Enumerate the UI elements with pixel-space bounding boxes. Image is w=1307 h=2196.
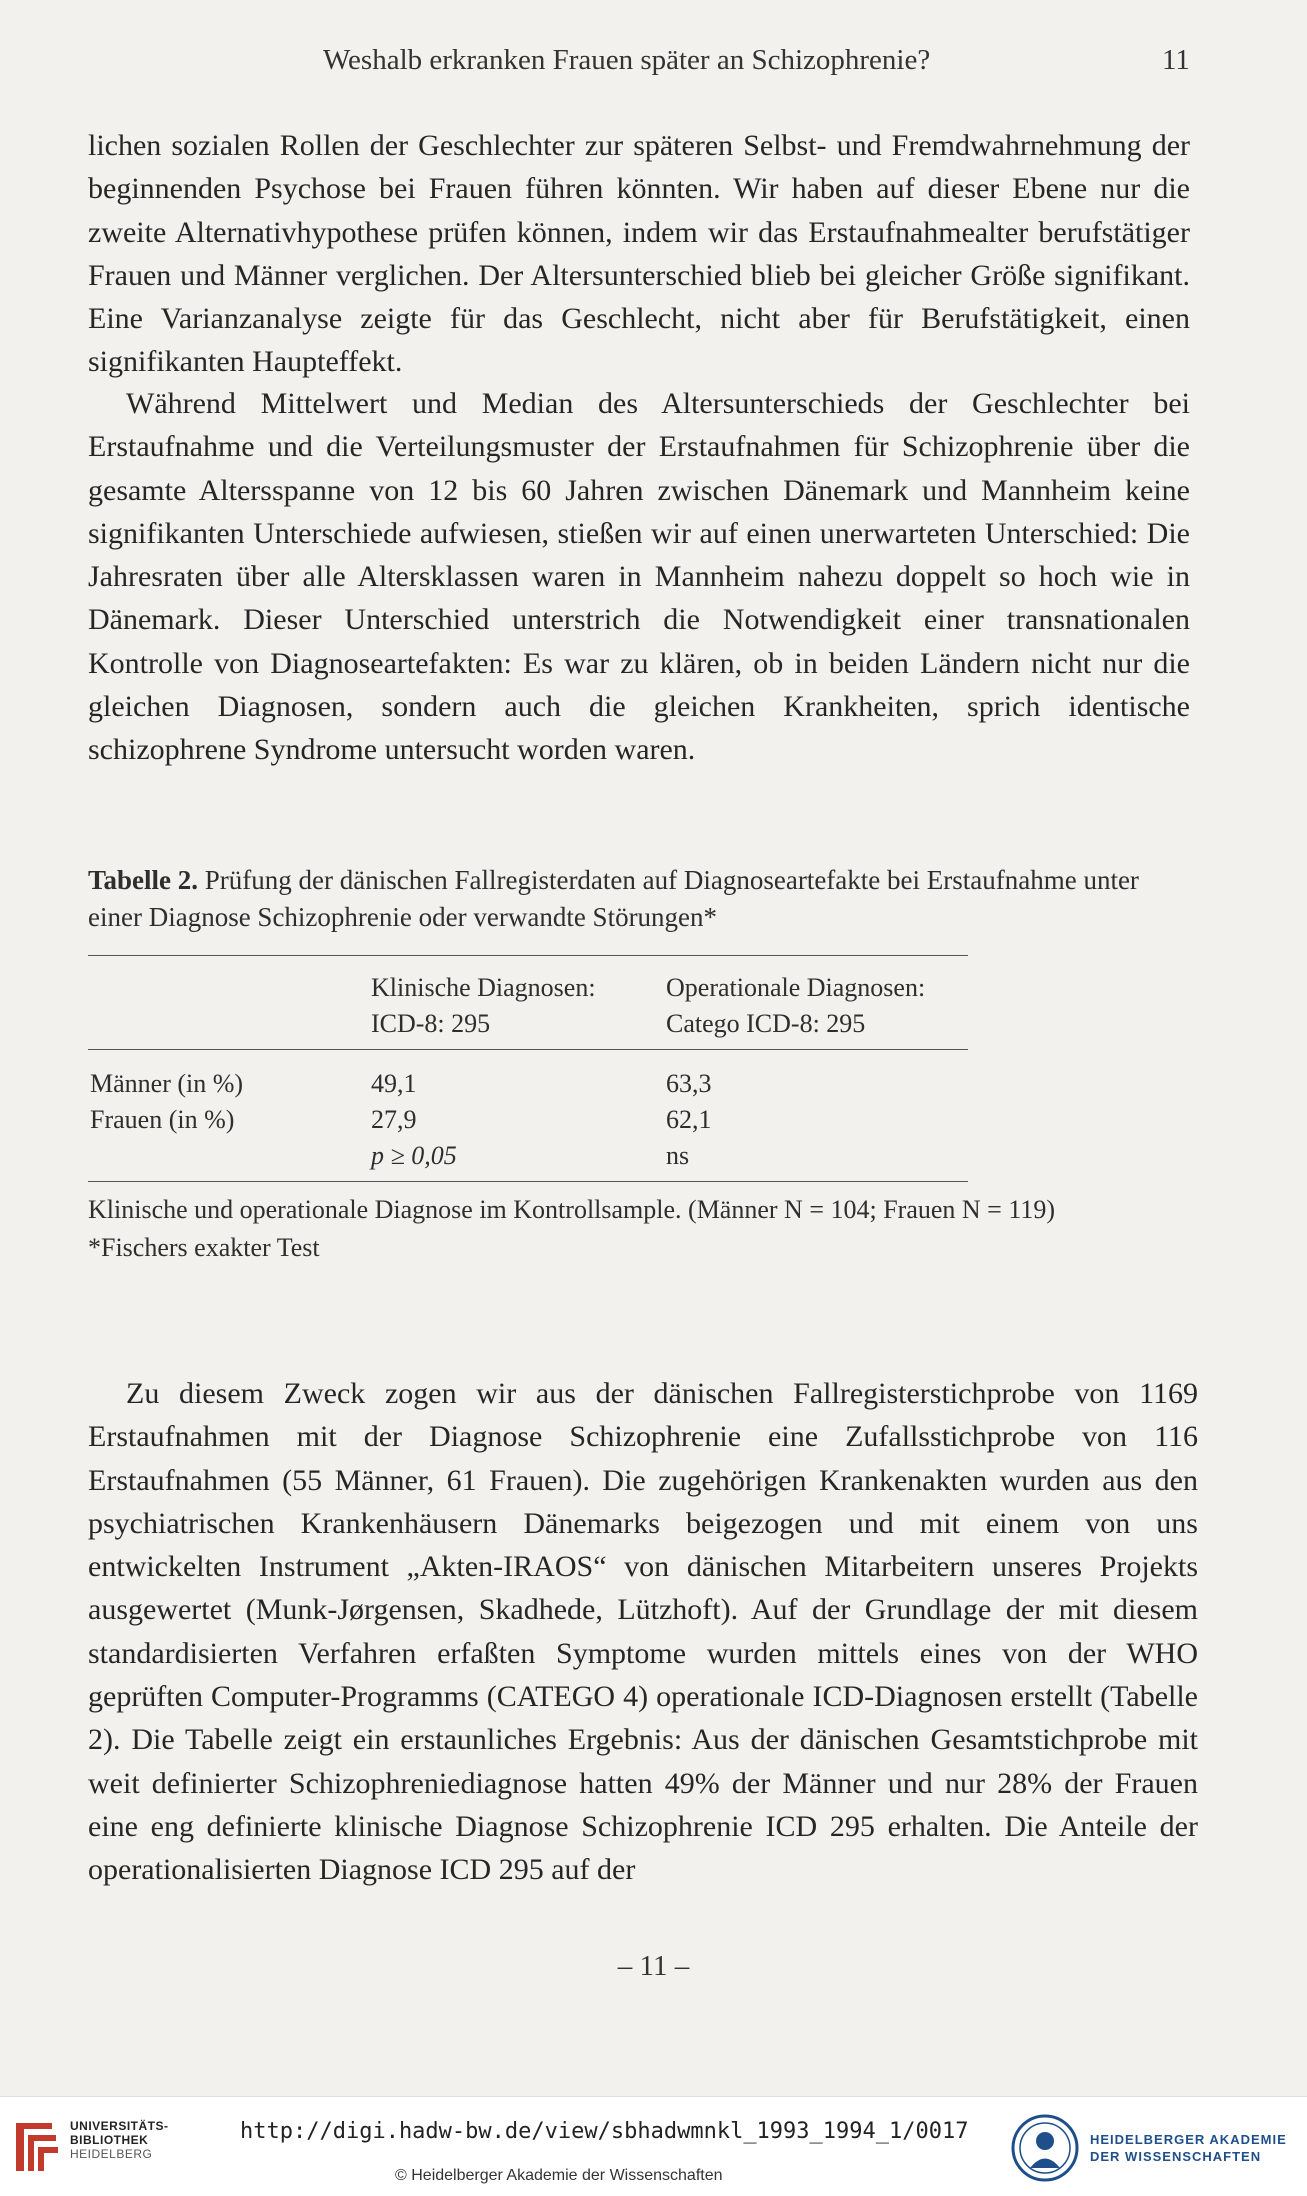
- table-caption: [88, 862, 1198, 936]
- library-line-1: UNIVERSITÄTS-: [70, 2119, 169, 2133]
- row-label-frauen: Frauen (in %): [90, 1105, 235, 1134]
- academy-line-1: HEIDELBERGER AKADEMIE: [1090, 2132, 1287, 2147]
- academy-name: [1090, 2131, 1287, 2165]
- academy-line-2: DER WISSENSCHAFTEN: [1090, 2149, 1262, 2164]
- cell-p-clinical: p ≥ 0,05: [371, 1141, 457, 1170]
- table-footnote: *Fischers exakter Test: [88, 1233, 320, 1262]
- table-caption-text: Prüfung der dänischen Fallregisterdaten auf Diagnoseartefakte bei Erstaufnahme unter einer Diagnose Schizophrenie oder verwandte Störungen*: [88, 865, 1139, 932]
- cell-frauen-clinical: 27,9: [371, 1105, 417, 1134]
- row-label-maenner: Männer (in %): [90, 1069, 244, 1098]
- paragraph-3: Zu diesem Zweck zogen wir aus der dänischen Fallregisterstichprobe von 1169 Erstaufnahmen mit der Diagnose Schizophrenie eine Zufallsstichprobe von 116 Erstaufnahmen (55 Männer, 61 Frauen). Die zugehörigen Krankenakten wurden aus den psychiatrischen Krankenhäusern Dänemarks beigezogen und mit einem von uns entwickelten Instrument „Akten-IRAOS“ von dänischen Mitarbeitern unseres Projekts ausgewertet (Munk-Jørgensen, Skadhede, Lützhoft). Auf der Grundlage der mit diesem standardisierten Verfahren erfaßten Symptome wurden mittels eines von der WHO geprüften Computer-Programms (CATEGO 4) operationale ICD-Diagnosen erstellt (Tabelle 2). Die Tabelle zeigt ein erstaunliches Ergebnis: Aus der dänischen Gesamtstichprobe mit weit definierter Schizophreniediagnose hatten 49% der Männer und nur 28% der Frauen eine eng definierte klinische Diagnose Schizophrenie ICD 295 erhalten. Die Anteile der operationalisierten Diagnose ICD 295 auf der: [88, 1377, 1198, 1887]
- cell-maenner-operational: 63,3: [666, 1069, 712, 1098]
- library-line-2: BIBLIOTHEK: [70, 2133, 149, 2147]
- cell-p-operational: ns: [666, 1141, 690, 1170]
- paragraph-2: Während Mittelwert und Median des Altersunterschieds der Geschlechter bei Erstaufnahme und die Verteilungsmuster der Erstaufnahmen für Schizophrenie über die gesamte Altersspanne von 12 bis 60 Jahren zwischen Dänemark und Mannheim keine signifikanten Unterschiede aufwiesen, stießen wir auf einen unerwarteten Unterschied: Die Jahresraten über alle Altersklassen waren in Mannheim nahezu doppelt so hoch wie in Dänemark. Dieser Unterschied unterstrich die Notwendigkeit einer transnationalen Kontrolle von Diagnoseartefakten: Es war zu klären, ob in beiden Ländern nicht nur die gleichen Diagnosen, sondern auch die gleichen Krankheiten, sprich identische schizophrene Syndrome untersucht worden waren.: [88, 387, 1190, 767]
- cell-frauen-operational: 62,1: [666, 1105, 712, 1134]
- col-operational-header-2: Catego ICD-8: 295: [666, 1009, 866, 1038]
- col-clinical-header-2: ICD-8: 295: [371, 1009, 491, 1038]
- copyright-notice: © Heidelberger Akademie der Wissenschaften: [395, 2167, 723, 2184]
- col-clinical-header-1: Klinische Diagnosen:: [371, 973, 596, 1002]
- permalink-url[interactable]: http://digi.hadw-bw.de/view/sbhadwmnkl_1993_1994_1/0017: [240, 2119, 969, 2144]
- table-note: Klinische und operationale Diagnose im Kontrollsample. (Männer N = 104; Frauen N = 119): [88, 1195, 1056, 1224]
- paragraph-1: lichen sozialen Rollen der Geschlechter zur späteren Selbst- und Fremdwahrnehmung der beginnenden Psychose bei Frauen führen könnten. Wir haben auf dieser Ebene nur die zweite Alternativhypothese prüfen können, indem wir das Erstaufnahmealter berufstätiger Frauen und Männer verglichen. Der Altersunterschied blieb bei gleicher Größe signifikant. Eine Varianzanalyse zeigte für das Geschlecht, nicht aber für Berufstätigkeit, einen signifikanten Haupteffekt.: [88, 129, 1190, 379]
- running-head-title: Weshalb erkranken Frauen später an Schizophrenie?: [323, 44, 931, 76]
- table-top-rule: [88, 955, 968, 956]
- university-library-logo-icon: [12, 2115, 62, 2180]
- cell-maenner-clinical: 49,1: [371, 1069, 417, 1098]
- table-bottom-rule: [88, 1181, 968, 1182]
- table-header-rule: [88, 1049, 968, 1050]
- page-number-bottom: – 11 –: [617, 1950, 690, 1982]
- academy-seal-icon: [1010, 2113, 1080, 2188]
- viewer-footer: [0, 2096, 1307, 2196]
- col-operational-header-1: Operationale Diagnosen:: [666, 973, 926, 1002]
- running-head-page-number: 11: [1162, 44, 1190, 76]
- library-line-3: HEIDELBERG: [70, 2147, 153, 2161]
- university-library-name: [70, 2119, 169, 2161]
- table-caption-label: Tabelle 2.: [88, 865, 199, 895]
